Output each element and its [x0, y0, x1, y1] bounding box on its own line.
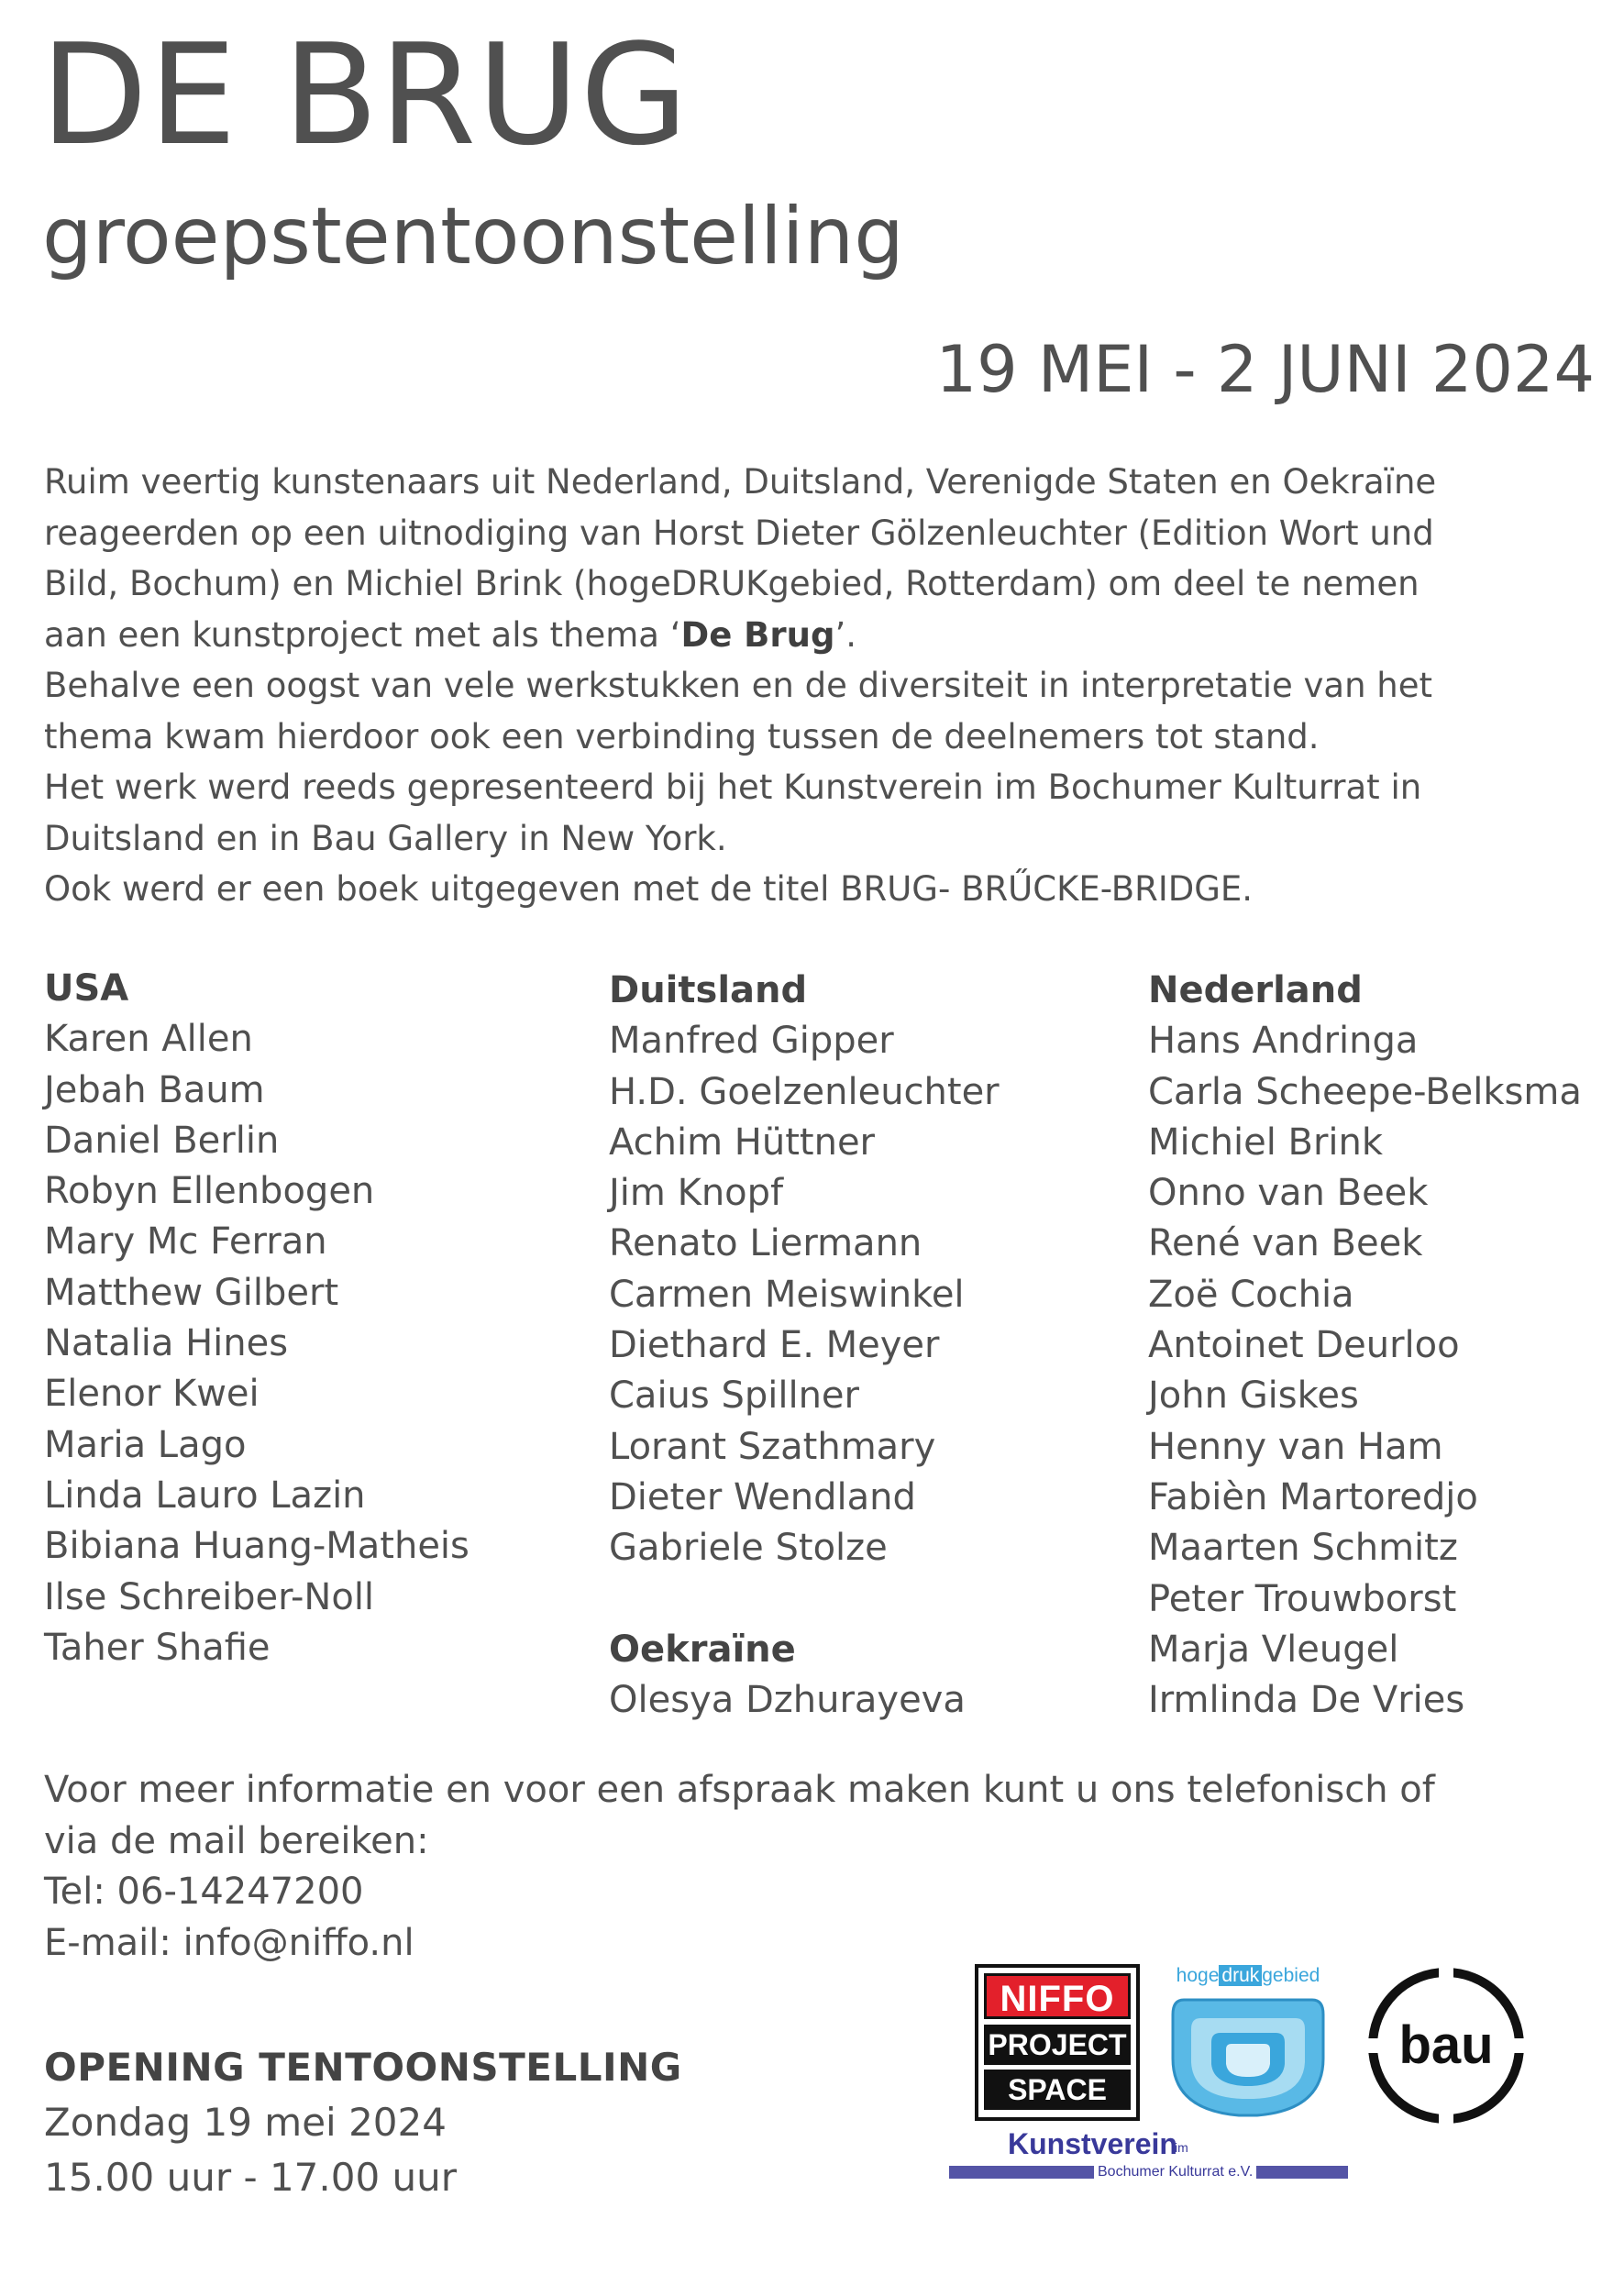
opening-time: 15.00 uur - 17.00 uur [44, 2155, 458, 2200]
artist-name: Maria Lago [44, 1423, 247, 1466]
intro-line [44, 610, 1603, 661]
artist-name: Renato Liermann [609, 1222, 922, 1265]
artist-name: Henny van Ham [1148, 1425, 1443, 1468]
artist-name: Jim Knopf [609, 1172, 784, 1215]
artist-name: Caius Spillner [609, 1374, 859, 1418]
artist-name: Fabièn Martoredjo [1148, 1475, 1478, 1518]
artist-list-ukraine [609, 1675, 1000, 1726]
artist-name: Diethard E. Meyer [609, 1324, 940, 1367]
artist-name: Matthew Gilbert [44, 1271, 339, 1314]
artist-name: Elenor Kwei [44, 1373, 260, 1416]
intro-line: Ook werd er een boek uitgegeven met de titel BRUG- BRŰCKE-BRIDGE. [44, 869, 1254, 909]
kunstverein-logo-im: im [1175, 2140, 1188, 2155]
artist-name: René van Beek [1148, 1222, 1423, 1265]
artist-list-netherlands [1148, 1016, 1582, 1726]
artist-name: Olesya Dzhurayeva [609, 1679, 966, 1722]
contact-phone: Tel: 06-14247200 [44, 1871, 364, 1913]
artist-name: Zoë Cochia [1148, 1273, 1354, 1316]
artist-name: Karen Allen [44, 1018, 253, 1061]
artist-name: Natalia Hines [44, 1322, 289, 1365]
intro-line: Ruim veertig kunstenaars uit Nederland, Duitsland, Verenigde Staten en Oekraïne [44, 462, 1437, 502]
intro-text-pre: aan een kunstproject met als thema ‘ [44, 614, 681, 655]
intro-line: reageerden op een uitnodiging van Horst Dieter Gölzenleuchter (Edition Wort und [44, 513, 1434, 553]
artist-name: Carmen Meiswinkel [609, 1273, 965, 1316]
artist-name: Ilse Schreiber-Noll [44, 1575, 375, 1618]
artist-name: Jebah Baum [44, 1068, 265, 1111]
country-heading-germany: Duitsland [609, 969, 808, 1011]
country-heading-netherlands: Nederland [1148, 969, 1363, 1011]
hogedrukgebied-logo-text: hoge druk gebied [1176, 1965, 1320, 1986]
contact-info [44, 1765, 1435, 1969]
artist-name: Bibiana Huang-Matheis [44, 1525, 470, 1568]
hogedrukgebied-logo [1166, 1965, 1331, 2121]
page-title: DE BRUG [40, 14, 690, 176]
opening-date: Zondag 19 mei 2024 [44, 2100, 447, 2145]
artist-name: Lorant Szathmary [609, 1425, 936, 1468]
spacer [609, 1574, 1000, 1625]
exhibition-dates: 19 MEI - 2 JUNI 2024 [935, 332, 1595, 407]
niffo-logo-text: SPACE [984, 2070, 1131, 2110]
artist-list-usa [44, 1014, 470, 1673]
kunstverein-logo-sub: Bochumer Kulturrat e.V. [1094, 2164, 1256, 2180]
bau-gallery-logo [1364, 1964, 1528, 2127]
niffo-logo-text: PROJECT [984, 2025, 1131, 2065]
contact-email: E-mail: info@niffo.nl [44, 1921, 414, 1964]
artist-name: John Giskes [1148, 1374, 1359, 1418]
artist-name: Onno van Beek [1148, 1172, 1429, 1215]
artist-name: Robyn Ellenbogen [44, 1170, 375, 1213]
opening-heading: OPENING TENTOONSTELLING [44, 2045, 682, 2090]
artist-name: Achim Hüttner [609, 1120, 875, 1164]
artist-name: Carla Scheepe-Belksma [1148, 1070, 1582, 1113]
artist-name: Daniel Berlin [44, 1119, 280, 1162]
intro-line: Bild, Bochum) en Michiel Brink (hogeDRUKgebied, Rotterdam) om deel te nemen [44, 564, 1420, 603]
artist-name: Peter Trouwborst [1148, 1577, 1457, 1620]
artists-column-usa [44, 964, 470, 1673]
contact-line: via de mail bereiken: [44, 1819, 429, 1862]
intro-text [44, 457, 1603, 915]
artist-list-germany [609, 1016, 1000, 1573]
theme-name: De Brug [680, 614, 835, 655]
artist-name: Maarten Schmitz [1148, 1527, 1458, 1570]
artist-name: Marja Vleugel [1148, 1628, 1399, 1671]
country-heading-ukraine: Oekraïne [609, 1628, 796, 1671]
contact-line: Voor meer informatie en voor een afspraak maken kunt u ons telefonisch of [44, 1769, 1435, 1811]
intro-line: Het werk werd reeds gepresenteerd bij het Kunstverein im Bochumer Kulturrat in [44, 767, 1422, 807]
intro-line: thema kwam hierdoor ook een verbinding tussen de deelnemers tot stand. [44, 716, 1320, 756]
artist-name: Irmlinda De Vries [1148, 1679, 1465, 1722]
artist-name: Hans Andringa [1148, 1020, 1419, 1063]
country-heading-usa: USA [44, 967, 129, 1010]
opening-info [44, 2040, 682, 2205]
kunstverein-logo [949, 2127, 1348, 2187]
artist-name: Manfred Gipper [609, 1020, 894, 1063]
artist-name: Gabriele Stolze [609, 1527, 888, 1570]
intro-text-post: ’. [834, 614, 856, 655]
page-subtitle: groepstentoonstelling [42, 191, 904, 282]
artists-column-netherlands [1148, 966, 1582, 1726]
artist-name: H.D. Goelzenleuchter [609, 1070, 1000, 1113]
niffo-logo-text: NIFFO [984, 1973, 1131, 2019]
bau-logo-text: bau [1398, 2015, 1494, 2075]
artist-name: Taher Shafie [44, 1626, 271, 1669]
artist-name: Antoinet Deurloo [1148, 1324, 1460, 1367]
artist-name: Michiel Brink [1148, 1120, 1384, 1164]
hogedrukgebied-shape-icon [1166, 1991, 1331, 2121]
artist-name: Mary Mc Ferran [44, 1220, 327, 1264]
artist-name: Dieter Wendland [609, 1475, 916, 1518]
artists-column-germany-ukraine [609, 966, 1000, 1726]
niffo-logo [975, 1964, 1140, 2121]
intro-line: Behalve een oogst van vele werkstukken en de diversiteit in interpretatie van het [44, 666, 1433, 705]
artist-name: Linda Lauro Lazin [44, 1474, 366, 1517]
intro-line: Duitsland en in Bau Gallery in New York. [44, 818, 727, 858]
kunstverein-logo-text: Kunstverein [1004, 2127, 1181, 2161]
